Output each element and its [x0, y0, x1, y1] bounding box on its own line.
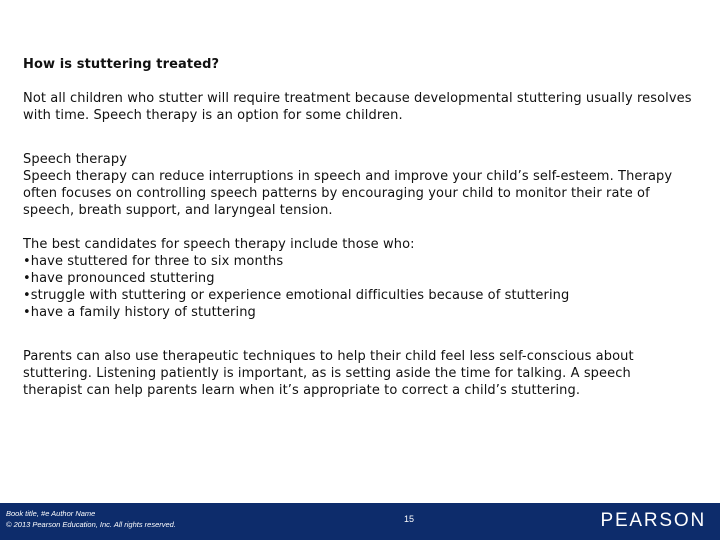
book-title-line: Book title, #e Author Name: [6, 509, 96, 518]
list-item: •have stuttered for three to six months: [23, 254, 284, 269]
slide-content: [23, 56, 693, 399]
list-item: •struggle with stuttering or experience emotional difficulties because of stuttering: [23, 288, 570, 303]
speech-therapy-subheading: Speech therapy: [23, 152, 128, 167]
pearson-logo: PEARSON: [600, 510, 706, 531]
footer-bar: [0, 503, 720, 540]
slide-heading: How is stuttering treated?: [23, 57, 220, 72]
candidates-intro: The best candidates for speech therapy include those who:: [23, 237, 415, 252]
page-number: 15: [404, 514, 415, 524]
intro-paragraph: Not all children who stutter will require treatment because developmental stuttering usually resolves with time. Speech therapy is an option for some children.: [23, 91, 692, 123]
footer-credits: [6, 508, 176, 530]
copyright-line: © 2013 Pearson Education, Inc. All rights reserved.: [6, 520, 176, 529]
list-item: •have a family history of stuttering: [23, 305, 256, 320]
candidates-list: [23, 253, 693, 321]
parents-paragraph: Parents can also use therapeutic techniques to help their child feel less self-conscious about stuttering. Listening patiently is important, as is setting aside the time for talking. A speech therapist can help parents learn when it’s appropriate to correct a child’s stuttering.: [23, 349, 634, 398]
therapy-paragraph: Speech therapy can reduce interruptions in speech and improve your child’s self-esteem. Therapy often focuses on controlling speech patterns by encouraging your child to monitor their rate of speech, breath support, and laryngeal tension.: [23, 169, 673, 218]
list-item: •have pronounced stuttering: [23, 271, 215, 286]
